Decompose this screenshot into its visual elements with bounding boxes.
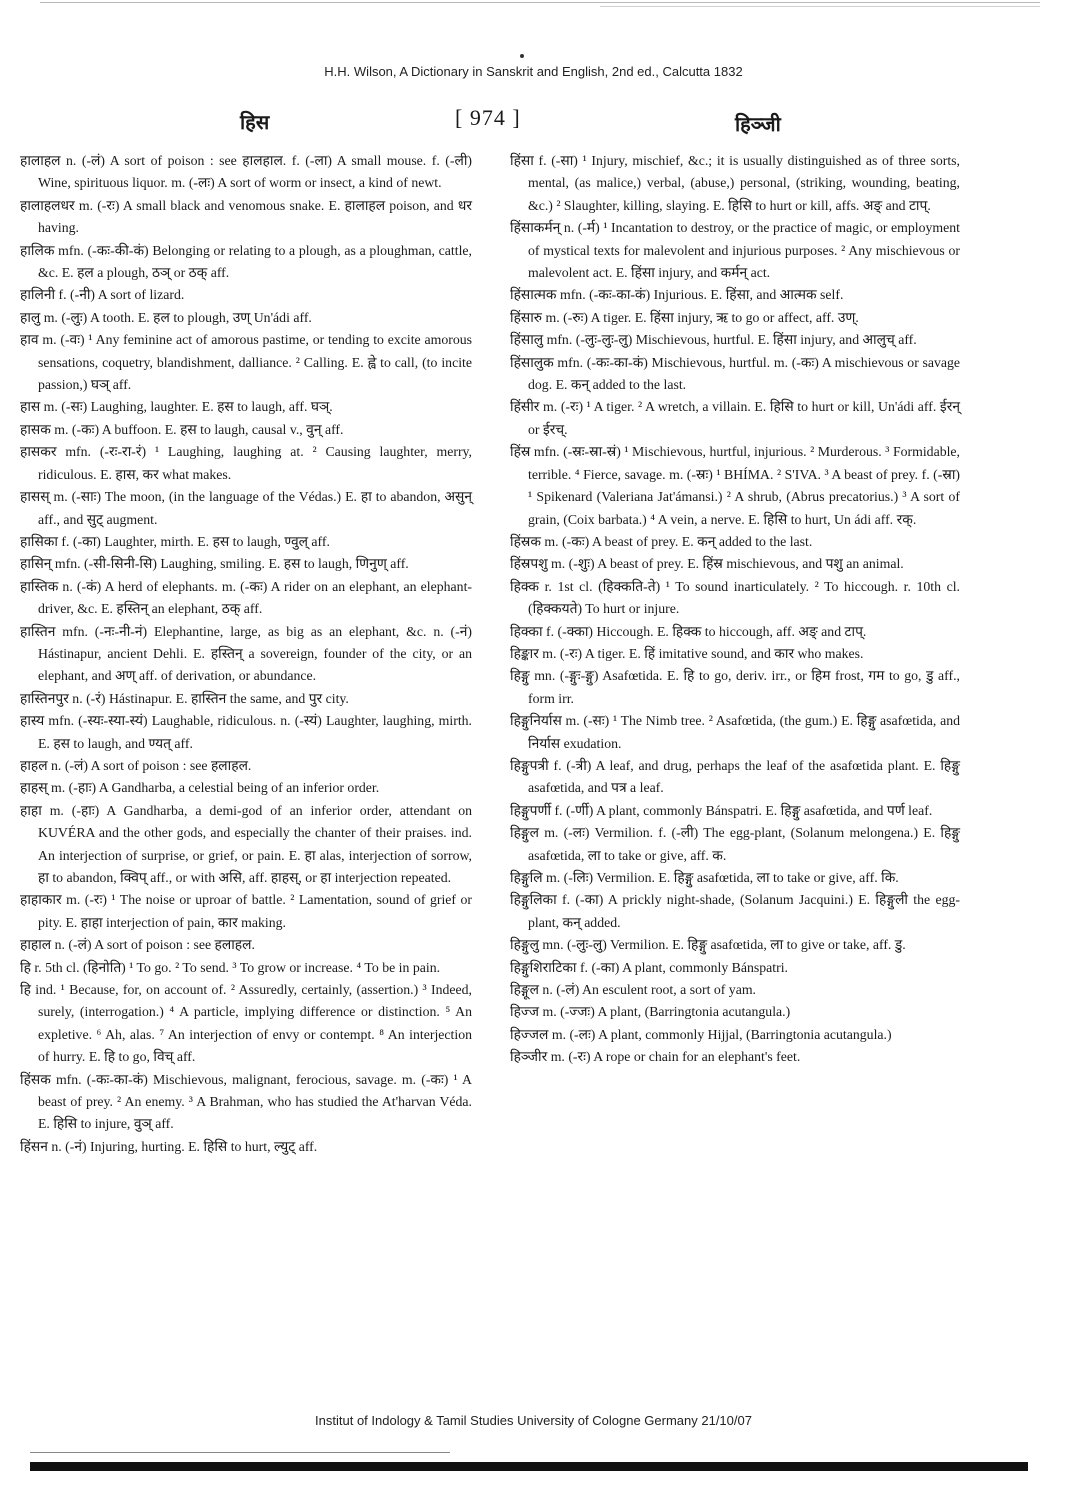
- dictionary-entry: हिंसारु m. (-रुः) A tiger. E. हिंसा injury, ऋ to go or affect, aff. उण्.: [510, 309, 859, 325]
- dictionary-entry: हाहाल n. (-लं) A sort of poison : see हलाहल.: [20, 937, 255, 953]
- dictionary-entry: हासक m. (-कः) A buffoon. E. हस to laugh, causal v., वुन् aff.: [20, 421, 344, 437]
- dictionary-entry: हालाहल n. (-लं) A sort of poison : see हालहाल. f. (-ला) A small mouse. f. (-ली) Wine, spirituous liquor. m. (-लः) A sort of worm or insect, a kind of newt.: [20, 153, 472, 191]
- dictionary-entry: हिंस्रपशु m. (-शुः) A beast of prey. E. हिंस्र mischievous, and पशु an animal.: [510, 556, 904, 572]
- dictionary-entry: हासिका f. (-का) Laughter, mirth. E. हस to laugh, ण्वुल् aff.: [20, 533, 330, 549]
- dictionary-entry: हिङ्गुलु mn. (-लुः-लु) Vermilion. E. हिङ्गु asafœtida, ला to give or take, aff. डु.: [510, 937, 906, 953]
- dictionary-entry: हिङ्गुलिका f. (-का) A prickly night-shade, (Solanum Jacquini.) E. हिङ्गुली the egg-plant, कन् added.: [510, 892, 960, 930]
- dictionary-entry: हास्तिक n. (-कं) A herd of elephants. m. (-कः) A rider on an elephant, an elephant-driver, &c. E. हस्तिन् an elephant, ठक् aff.: [20, 578, 472, 617]
- dictionary-entry: हास्तिनपुर n. (-रं) Hástinapur. E. हास्तिन the same, and पुर city.: [20, 690, 349, 706]
- dictionary-entry: हासस् m. (-साः) The moon, (in the language of the Védas.) E. हा to abandon, असुन् aff., and सुट् augment.: [20, 489, 472, 527]
- dictionary-entry: हालिक mfn. (-कः-की-कं) Belonging or relating to a plough, as a ploughman, cattle, &c. E. हल a plough, ठञ् or ठक् aff.: [20, 242, 472, 281]
- dictionary-entry: हिङ्कार m. (-रः) A tiger. E. हिं imitative sound, and कार who makes.: [510, 645, 864, 661]
- dictionary-entry: हिंसन n. (-नं) Injuring, hurting. E. हिसि to hurt, ल्युट् aff.: [20, 1138, 318, 1154]
- guide-word-right: हिञ्जी: [735, 114, 781, 136]
- dictionary-entry: हिङ्गूल n. (-लं) An esculent root, a sort of yam.: [510, 982, 757, 998]
- dictionary-entry: हासिन् mfn. (-सी-सिनी-सि) Laughing, smiling. E. हस to laugh, णिनुण् aff.: [20, 556, 409, 572]
- dictionary-entry: हाहाकार m. (-रः) ¹ The noise or uproar of battle. ² Lamentation, sound of grief or pity. E. हाहा interjection of pain, कार making.: [20, 892, 472, 930]
- dictionary-entry: हिङ्गुलि m. (-लिः) Vermilion. E. हिङ्गु asafœtida, ला to take or give, aff. कि.: [510, 870, 899, 885]
- dictionary-entry: हि ind. ¹ Because, for, on account of. ² Assuredly, certainly, (assertion.) ³ Indeed, surely, (interrogation.) ⁴ A particle, implying difference or distinction. ⁵ An expletive. ⁶ Ah, alas. ⁷ An interjection of envy or contempt. ⁸ An interjection of hurry. E. हि to go, विच् aff.: [20, 982, 472, 1065]
- dictionary-entry: हासकर mfn. (-रः-रा-रं) ¹ Laughing, laughing at. ² Causing laughter, merry, ridiculous. E. हास, कर what makes.: [20, 444, 472, 482]
- dictionary-entry: हाहा m. (-हाः) A Gandharba, a demi-god of an inferior order, attendant on KUVÉRA and the other gods, and especially the chanter of their praises. ind. An interjection of surprise, or grief, or pain. E. हा alas, interjection of sorrow, हा to abandon, क्विप् aff., or with असि, aff. हाहस्, or हा interjection repeated.: [20, 802, 472, 885]
- dictionary-entry: हालु m. (-लुः) A tooth. E. हल to plough, उण् Un'ádi aff.: [20, 309, 312, 325]
- scan-bottom-bar: [30, 1462, 1028, 1471]
- dictionary-entry: हास m. (-सः) Laughing, laughter. E. हस to laugh, aff. घञ्.: [20, 399, 333, 415]
- dictionary-entry: हिंसक mfn. (-कः-का-कं) Mischievous, malignant, ferocious, savage. m. (-कः) ¹ A beast of prey. ² An enemy. ³ A Brahman, who has studied the At'harvan Véda. E. हिसि to injure, वुञ् aff.: [20, 1071, 472, 1132]
- dictionary-entry: हालाहलधर m. (-रः) A small black and venomous snake. E. हालाहल poison, and धर having.: [20, 197, 472, 236]
- dictionary-entry: हिंसालुक mfn. (-कः-का-कं) Mischievous, hurtful. m. (-कः) A mischievous or savage dog. E. कन् added to the last.: [510, 354, 960, 393]
- guide-word-left: हिस: [240, 112, 270, 134]
- dictionary-entry: हिज्जल m. (-लः) A plant, commonly Hijjal, (Barringtonia acutangula.): [510, 1026, 892, 1042]
- scan-top-rule-secondary: [600, 6, 1040, 7]
- dictionary-entry: हिञ्जीर m. (-रः) A rope or chain for an elephant's feet.: [510, 1049, 801, 1065]
- dictionary-entry: हिंसालु mfn. (-लुः-लुः-लु) Mischievous, hurtful. E. हिंसा injury, and आलुच् aff.: [510, 332, 917, 348]
- dictionary-entry: हिङ्गुशिराटिका f. (-का) A plant, commonly Bánspatri.: [510, 959, 789, 975]
- dictionary-entry: हिङ्गुनिर्यास m. (-सः) ¹ The Nimb tree. ² Asafœtida, (the gum.) E. हिङ्गु asafœtida, and निर्यास exudation.: [510, 713, 960, 751]
- scan-mark: [520, 54, 524, 58]
- source-citation: H.H. Wilson, A Dictionary in Sanskrit and English, 2nd ed., Calcutta 1832: [324, 64, 743, 79]
- dictionary-entry: हालिनी f. (-नी) A sort of lizard.: [20, 287, 185, 303]
- footer-credit: Institut of Indology & Tamil Studies University of Cologne Germany 21/10/07: [315, 1413, 752, 1428]
- dictionary-entry: हाव m. (-वः) ¹ Any feminine act of amorous pastime, or tending to excite amorous sensations, coquetry, blandishment, dalliance. ² Calling. E. ह्वे to call, (to incite passion,) घञ् aff.: [20, 332, 472, 393]
- dictionary-entry: हिंसा f. (-सा) ¹ Injury, mischief, &c.; it is usually distinguished as of three sorts, mental, (as malice,) verbal, (abuse,) personal, (striking, wounding, beating, &c.) ² Slaughter, killing, slaying. E. हिसि to hurt or kill, affs. अङ् and टाप्.: [510, 153, 960, 213]
- page-number: [ 974 ]: [455, 105, 521, 130]
- scan-top-rule: [40, 2, 1040, 3]
- dictionary-entry: हिङ्गुल m. (-लः) Vermilion. f. (-ली) The egg-plant, (Solanum melongena.) E. हिङ्गु asafœtida, ला to take or give, aff. क.: [510, 825, 960, 863]
- dictionary-entry: हिक्क r. 1st cl. (हिक्कति-ते) ¹ To sound inarticulately. ² To hiccough. r. 10th cl. (हिक्कयते) To hurt or injure.: [510, 578, 960, 617]
- dictionary-entry: हिज्ज m. (-ज्जः) A plant, (Barringtonia acutangula.): [510, 1004, 791, 1020]
- dictionary-entry: हि r. 5th cl. (हिनोति) ¹ To go. ² To send. ³ To grow or increase. ⁴ To be in pain.: [20, 959, 441, 975]
- dictionary-entry: हास्य mfn. (-स्यः-स्या-स्यं) Laughable, ridiculous. n. (-स्यं) Laughter, laughing, mirth. E. हस to laugh, and ण्यत् aff.: [20, 713, 472, 751]
- dictionary-entry: हिंसीर m. (-रः) ¹ A tiger. ² A wretch, a villain. E. हिसि to hurt or kill, Un'ádi aff. ईरन् or ईरच्.: [510, 399, 960, 437]
- dictionary-entry: हिंसाकर्मन् n. (-र्म) ¹ Incantation to destroy, or the practice of magic, or employment of mystical texts for malevolent and injurious purposes. ² Any mischievous or malevolent act. E. हिंसा injury, and कर्मन् act.: [510, 220, 960, 281]
- dictionary-entry: हिंस्रक m. (-कः) A beast of prey. E. कन् added to the last.: [510, 533, 813, 549]
- dictionary-entry: हिक्का f. (-क्का) Hiccough. E. हिक्क to hiccough, aff. अङ् and टाप्.: [510, 623, 867, 639]
- dictionary-entry: हिङ्गु mn. (-ङ्गुः-ङ्गु) Asafœtida. E. हि to go, deriv. irr., or हिम frost, गम to go, डु aff., form irr.: [510, 668, 960, 706]
- dictionary-entry: हिङ्गुपर्णी f. (-र्णी) A plant, commonly Bánspatri. E. हिङ्गु asafœtida, and पर्ण leaf.: [510, 802, 933, 818]
- scan-bottom-rule-thin: [30, 1452, 450, 1453]
- right-column: [510, 150, 960, 1069]
- dictionary-entry: हिंस्र mfn. (-स्रः-स्रा-स्रं) ¹ Mischievous, hurtful, injurious. ² Murderous. ³ Formidable, terrible. ⁴ Fierce, savage. m. (-स्रः) ¹ BHÍMA. ² S'IVA. ³ A beast of prey. f. (-स्रा) ¹ Spikenard (Valeriana Jat'ámansi.) ² A shrub, (Abrus precatorius.) ³ A sort of grain, (Coix barbata.) ⁴ A vein, a nerve. E. हिसि to hurt, Un ádi aff. रक्.: [510, 444, 960, 527]
- dictionary-entry: हिङ्गुपत्री f. (-त्री) A leaf, and drug, perhaps the leaf of the asafœtida plant. E. हिङ्गु asafœtida, and पत्र a leaf.: [510, 757, 960, 796]
- dictionary-entry: हाहल n. (-लं) A sort of poison : see हलाहल.: [20, 757, 252, 773]
- dictionary-entry: हिंसात्मक mfn. (-कः-का-कं) Injurious. E. हिंसा, and आत्मक self.: [510, 287, 844, 303]
- dictionary-entry: हाहस् m. (-हाः) A Gandharba, a celestial being of an inferior order.: [20, 780, 380, 796]
- dictionary-entry: हास्तिन mfn. (-नः-नी-नं) Elephantine, large, as big as an elephant, &c. n. (-नं) Hástinapur, ancient Dehli. E. हस्तिन् a sovereign, founder of the city, or an elephant, and अण् aff. of derivation, or abundance.: [20, 623, 472, 684]
- left-column: [20, 150, 472, 1158]
